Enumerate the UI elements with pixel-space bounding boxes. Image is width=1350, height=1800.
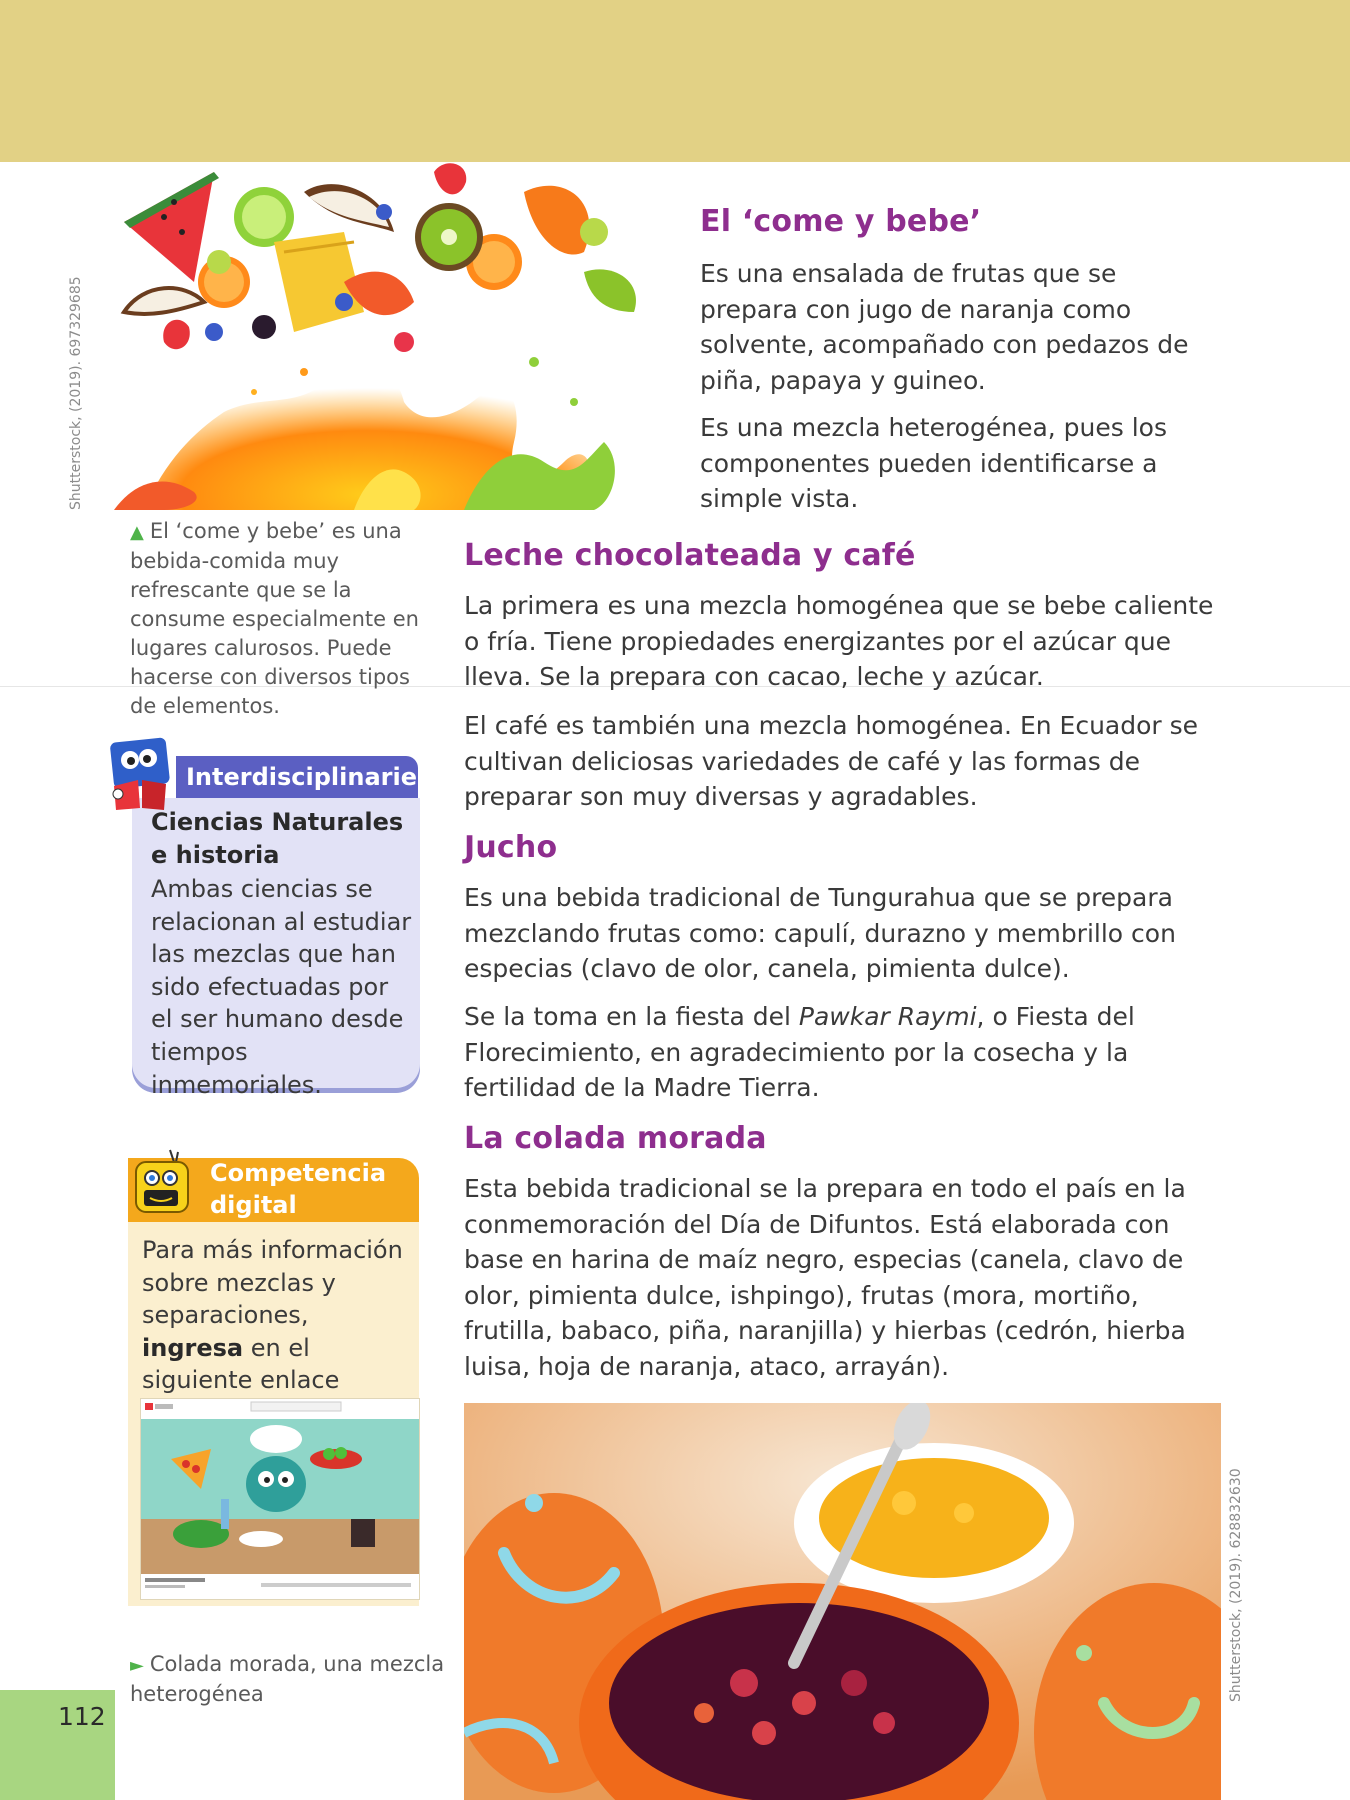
colada-morada-photo	[464, 1403, 1221, 1800]
caption-arrow-icon: ►	[130, 1655, 144, 1676]
paragraph-leche-cafe-1: La primera es una mezcla homogénea que se bebe caliente o fría. Tiene propiedades energizantes por el azúcar que lleva. Se la prepara con cacao, leche y azúcar.	[464, 591, 1214, 691]
fruit-photo-caption	[130, 517, 430, 721]
video-thumbnail[interactable]	[140, 1398, 420, 1600]
page-number: 112	[58, 1702, 106, 1731]
heading-jucho: Jucho	[464, 830, 558, 865]
competencia-digital-title: Competencia digital	[210, 1159, 387, 1219]
competencia-digital-text: Para más información sobre mezclas y separaciones, ingresa en el siguiente enlace	[142, 1234, 412, 1430]
heading-colada-morada: La colada morada	[464, 1121, 767, 1156]
paragraph-colada: Esta bebida tradicional se la prepara en todo el país en la conmemoración del Día de Difuntos. Está elaborada con base en harina de maíz negro, especias (canela, clavo de olor, pimienta dulce, ishpingo), frutas (mora, mortiño, frutilla, babaco, piña, naranjilla) y hierbas (cedrón, hierba luisa, hoja de naranja, ataco, arrayán).	[464, 1174, 1186, 1381]
paragraph-jucho-1: Es una bebida tradicional de Tungurahua que se prepara mezclando frutas como: capulí, durazno y membrillo con especias (clavo de olor, canela, pimienta dulce).	[464, 883, 1176, 983]
colada-photo-caption: ► Colada morada, una mezcla heterogénea	[130, 1652, 445, 1706]
paragraph-jucho-2: Se la toma en la fiesta del Pawkar Raymi, o Fiesta del Florecimiento, en agradecimiento por la cosecha y la fertilidad de la Madre Tierra.	[464, 1002, 1135, 1102]
pawkar-raymi-italic: Pawkar Raymi	[798, 1002, 977, 1031]
top-header-band	[0, 0, 1350, 162]
photo-credit-fruit: Shutterstock, (2019). 697329685	[68, 276, 84, 510]
interdisciplinariedad-title: Ciencias Naturales e historia	[151, 808, 404, 869]
paragraph-come-y-bebe-1: Es una ensalada de frutas que se prepara con jugo de naranja como solvente, acompañado con pedazos de piña, papaya y guineo.	[700, 259, 1189, 395]
robot-mascot-icon	[130, 1148, 200, 1222]
paragraph-come-y-bebe-2: Es una mezcla heterogénea, pues los componentes pueden identificarse a simple vista.	[700, 413, 1167, 513]
interdisciplinariedad-tab: Interdisciplinariedad	[176, 756, 418, 798]
interdisciplinariedad-text: Ambas ciencias se relacionan al estudiar las mezclas que han sido efectuadas por el ser humano desde tiempos inmemoriales.	[151, 875, 412, 1099]
paragraph-leche-cafe-2: El café es también una mezcla homogénea. En Ecuador se cultivan deliciosas variedades de café y las formas de preparar son muy diversas y agradables.	[464, 711, 1199, 811]
caption-triangle-icon: ▲	[130, 522, 144, 543]
heading-come-y-bebe: El ‘come y bebe’	[700, 204, 982, 239]
heading-leche-cafe: Leche chocolateada y café	[464, 538, 916, 573]
fruit-salad-photo	[104, 162, 656, 510]
photo-credit-colada: Shutterstock, (2019). 628832630	[1228, 1468, 1244, 1702]
caption-text: El ‘come y bebe’ es una bebida-comida muy refrescante que se la consume especialmente en lugares calurosos. Puede hacerse con diversos tipos de elementos.	[130, 519, 419, 718]
book-mascot-icon	[106, 734, 176, 812]
